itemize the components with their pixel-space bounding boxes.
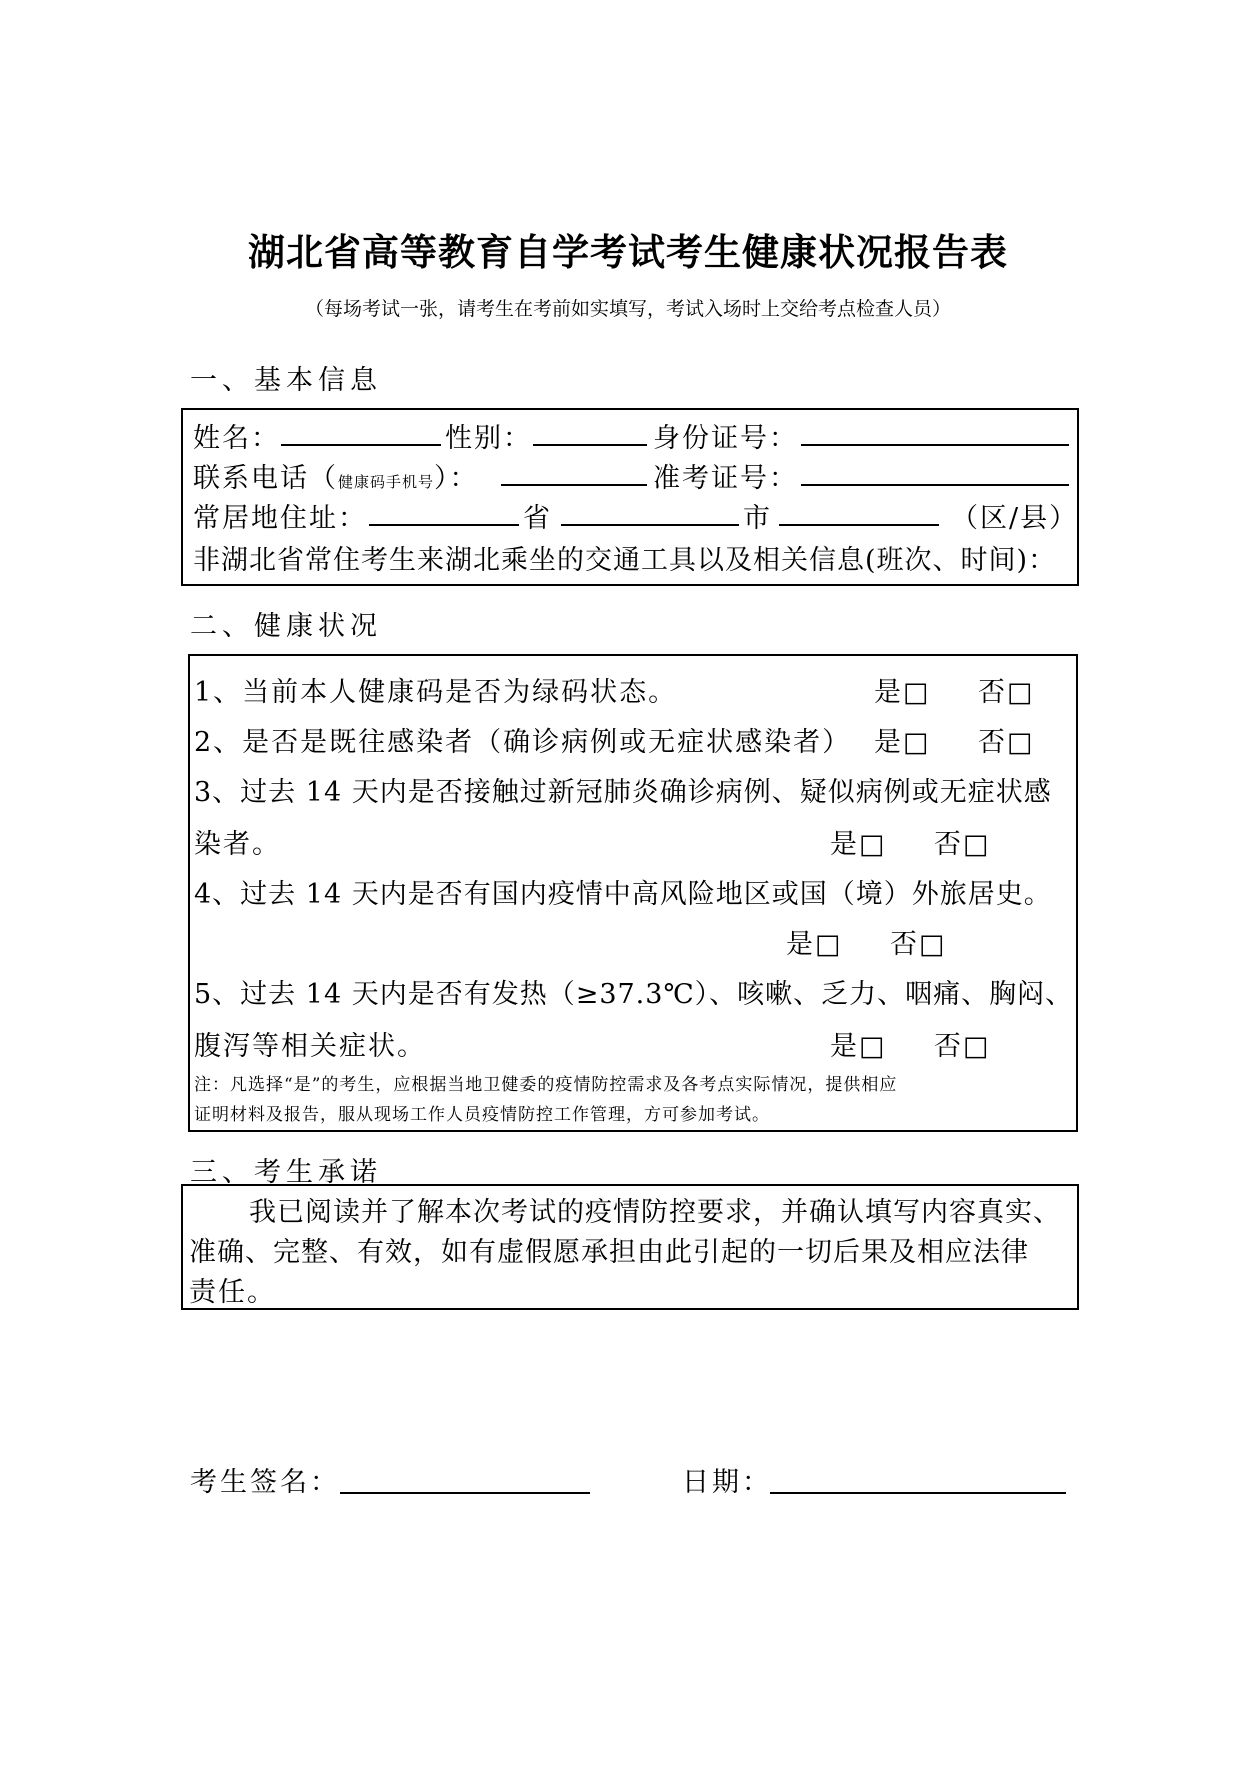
province-field[interactable]	[369, 524, 519, 526]
id-number-field[interactable]	[801, 444, 1069, 446]
question-5: 5、过去 14 天内是否有发热（≥37.3℃）、咳嗽、乏力、咽痛、胸闷、	[194, 979, 1074, 1010]
question-3: 3、过去 14 天内是否接触过新冠肺炎确诊病例、疑似病例或无症状感	[194, 777, 1052, 808]
question-1: 1、当前本人健康码是否为绿码状态。	[194, 677, 678, 708]
question-5-cont: 腹泻等相关症状。	[194, 1031, 426, 1062]
note-line-1: 注：凡选择“是”的考生，应根据当地卫健委的疫情防控需求及各考点实际情况，提供相应	[194, 1075, 898, 1095]
page-subtitle: （每场考试一张，请考生在考前如实填写，考试入场时上交给考点检查人员）	[304, 298, 951, 320]
pledge-line-2: 准确、完整、有效，如有虚假愿承担由此引起的一切后果及相应法律	[189, 1237, 1029, 1268]
date-label: 日期：	[682, 1467, 772, 1498]
q2-no-checkbox[interactable]: 否□	[978, 727, 1035, 758]
ticket-label: 准考证号：	[653, 463, 798, 494]
pledge-line-3: 责任。	[189, 1277, 276, 1308]
page-title: 湖北省高等教育自学考试考生健康状况报告表	[248, 231, 1008, 274]
q2-yes-checkbox[interactable]: 是□	[874, 727, 931, 758]
phone-field[interactable]	[501, 484, 647, 486]
q1-no-checkbox[interactable]: 否□	[978, 677, 1035, 708]
section-pledge-heading: 三、考生承诺	[190, 1157, 382, 1188]
address-label: 常居地住址：	[193, 503, 367, 534]
signature-label: 考生签名：	[190, 1467, 340, 1498]
basic-info-box	[181, 408, 1079, 586]
q3-no-checkbox[interactable]: 否□	[934, 829, 991, 860]
signature-field[interactable]	[340, 1492, 590, 1494]
city-field[interactable]	[561, 524, 739, 526]
section-health-heading: 二、健康状况	[190, 611, 382, 642]
city-label: 市	[743, 503, 772, 534]
health-status-box	[188, 654, 1078, 1132]
travel-label: 非湖北省常住考生来湖北乘坐的交通工具以及相关信息(班次、时间)：	[193, 545, 1057, 576]
pledge-line-1: 我已阅读并了解本次考试的疫情防控要求，并确认填写内容真实、	[249, 1197, 1061, 1228]
ticket-number-field[interactable]	[801, 484, 1069, 486]
id-label: 身份证号：	[653, 423, 798, 454]
pledge-box	[181, 1184, 1079, 1310]
gender-label: 性别：	[445, 423, 532, 454]
question-3-cont: 染者。	[194, 829, 281, 860]
q1-yes-checkbox[interactable]: 是□	[874, 677, 931, 708]
q4-no-checkbox[interactable]: 否□	[890, 929, 947, 960]
name-field[interactable]	[281, 444, 441, 446]
q5-no-checkbox[interactable]: 否□	[934, 1031, 991, 1062]
phone-label: 联系电话（健康码手机号）：	[193, 463, 479, 494]
question-2: 2、是否是既往感染者（确诊病例或无症状感染者）	[194, 727, 852, 758]
section-basic-info-heading: 一、基本信息	[190, 365, 382, 396]
q5-yes-checkbox[interactable]: 是□	[830, 1031, 887, 1062]
question-4: 4、过去 14 天内是否有国内疫情中高风险地区或国（境）外旅居史。	[194, 879, 1052, 910]
note-line-2: 证明材料及报告，服从现场工作人员疫情防控工作管理，方可参加考试。	[194, 1105, 770, 1125]
province-label: 省	[523, 503, 552, 534]
district-field[interactable]	[779, 524, 939, 526]
gender-field[interactable]	[533, 444, 647, 446]
name-label: 姓名：	[193, 423, 280, 454]
date-field[interactable]	[770, 1492, 1066, 1494]
q4-yes-checkbox[interactable]: 是□	[786, 929, 843, 960]
q3-yes-checkbox[interactable]: 是□	[830, 829, 887, 860]
district-label: （区/县）	[951, 503, 1079, 534]
phone-note: 健康码手机号	[338, 473, 435, 491]
